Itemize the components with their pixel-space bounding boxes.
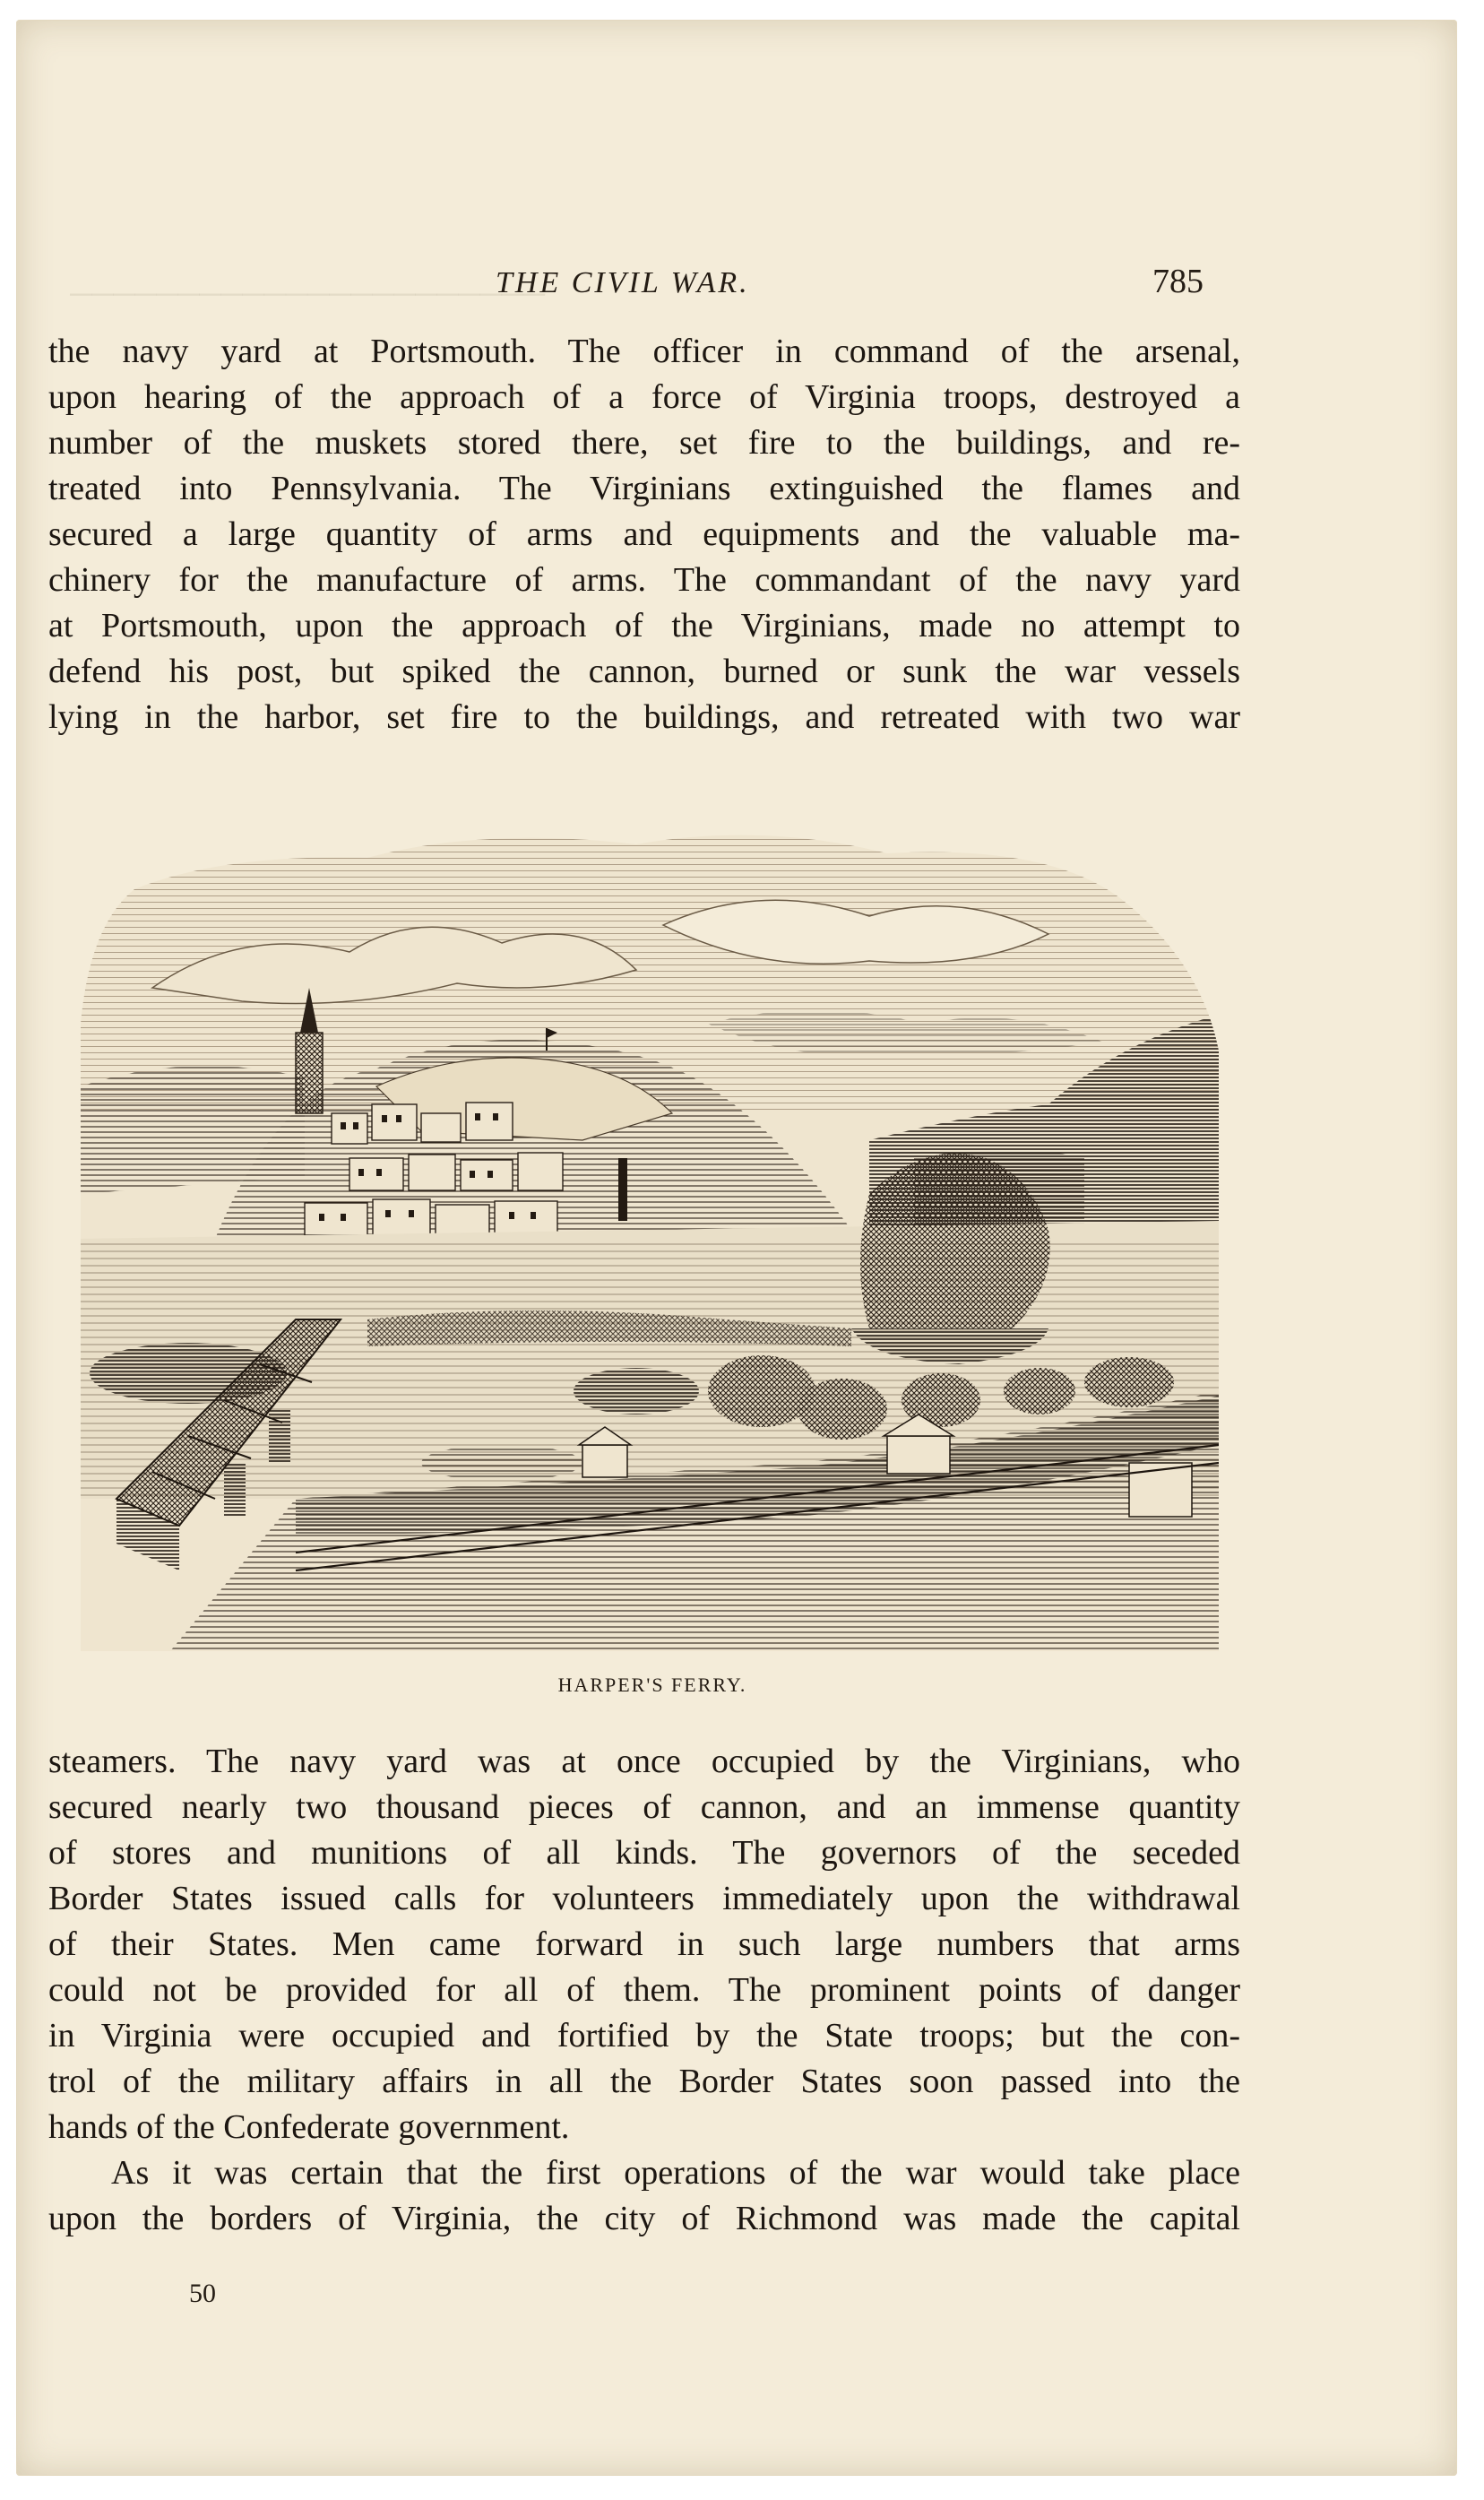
harpers-ferry-engraving (81, 817, 1219, 1651)
text-line: upon hearing of the approach of a force of Virginia troops, destroyed a (48, 378, 1240, 416)
text-line: lying in the harbor, set fire to the buildings, and retreated with two war (48, 698, 1240, 736)
text-line: of stores and munitions of all kinds. The governors of the seceded (48, 1834, 1240, 1872)
text-line: hands of the Confederate government. (48, 2108, 570, 2146)
text-line: could not be provided for all of them. The prominent points of danger (48, 1971, 1240, 2009)
signature-mark: 50 (189, 2279, 216, 2308)
text-line: number of the muskets stored there, set fire to the buildings, and re- (48, 424, 1240, 462)
text-line: at Portsmouth, upon the approach of the Virginians, made no attempt to (48, 607, 1240, 644)
text-line: secured a large quantity of arms and equipments and the valuable ma- (48, 515, 1240, 553)
text-line: steamers. The navy yard was at once occupied by the Virginians, who (48, 1743, 1240, 1780)
reverse-side-show-through: ────────────────────── (70, 278, 545, 311)
book-page (16, 20, 1457, 2476)
text-line: secured nearly two thousand pieces of cannon, and an immense quantity (48, 1788, 1240, 1826)
body-text-bottom (48, 1739, 1240, 2242)
text-line: treated into Pennsylvania. The Virginians extinguished the flames and (48, 470, 1240, 507)
text-line: chinery for the manufacture of arms. The commandant of the navy yard (48, 561, 1240, 599)
text-line: As it was certain that the first operations of the war would take place (111, 2154, 1240, 2192)
text-line: upon the borders of Virginia, the city of Richmond was made the capital (48, 2200, 1240, 2237)
body-text-top (48, 329, 1240, 740)
illustration-caption: HARPER'S FERRY. (557, 1674, 747, 1696)
text-line: of their States. Men came forward in such large numbers that arms (48, 1925, 1240, 1963)
text-line: in Virginia were occupied and fortified by the State troops; but the con- (48, 2017, 1240, 2054)
page-number: 785 (1152, 263, 1204, 300)
text-line: the navy yard at Portsmouth. The officer in command of the arsenal, (48, 333, 1240, 370)
text-line: Border States issued calls for volunteers immediately upon the withdrawal (48, 1880, 1240, 1917)
text-line: defend his post, but spiked the cannon, burned or sunk the war vessels (48, 653, 1240, 690)
text-line: trol of the military affairs in all the Border States soon passed into the (48, 2063, 1240, 2100)
running-title: THE CIVIL WAR. (496, 266, 750, 299)
